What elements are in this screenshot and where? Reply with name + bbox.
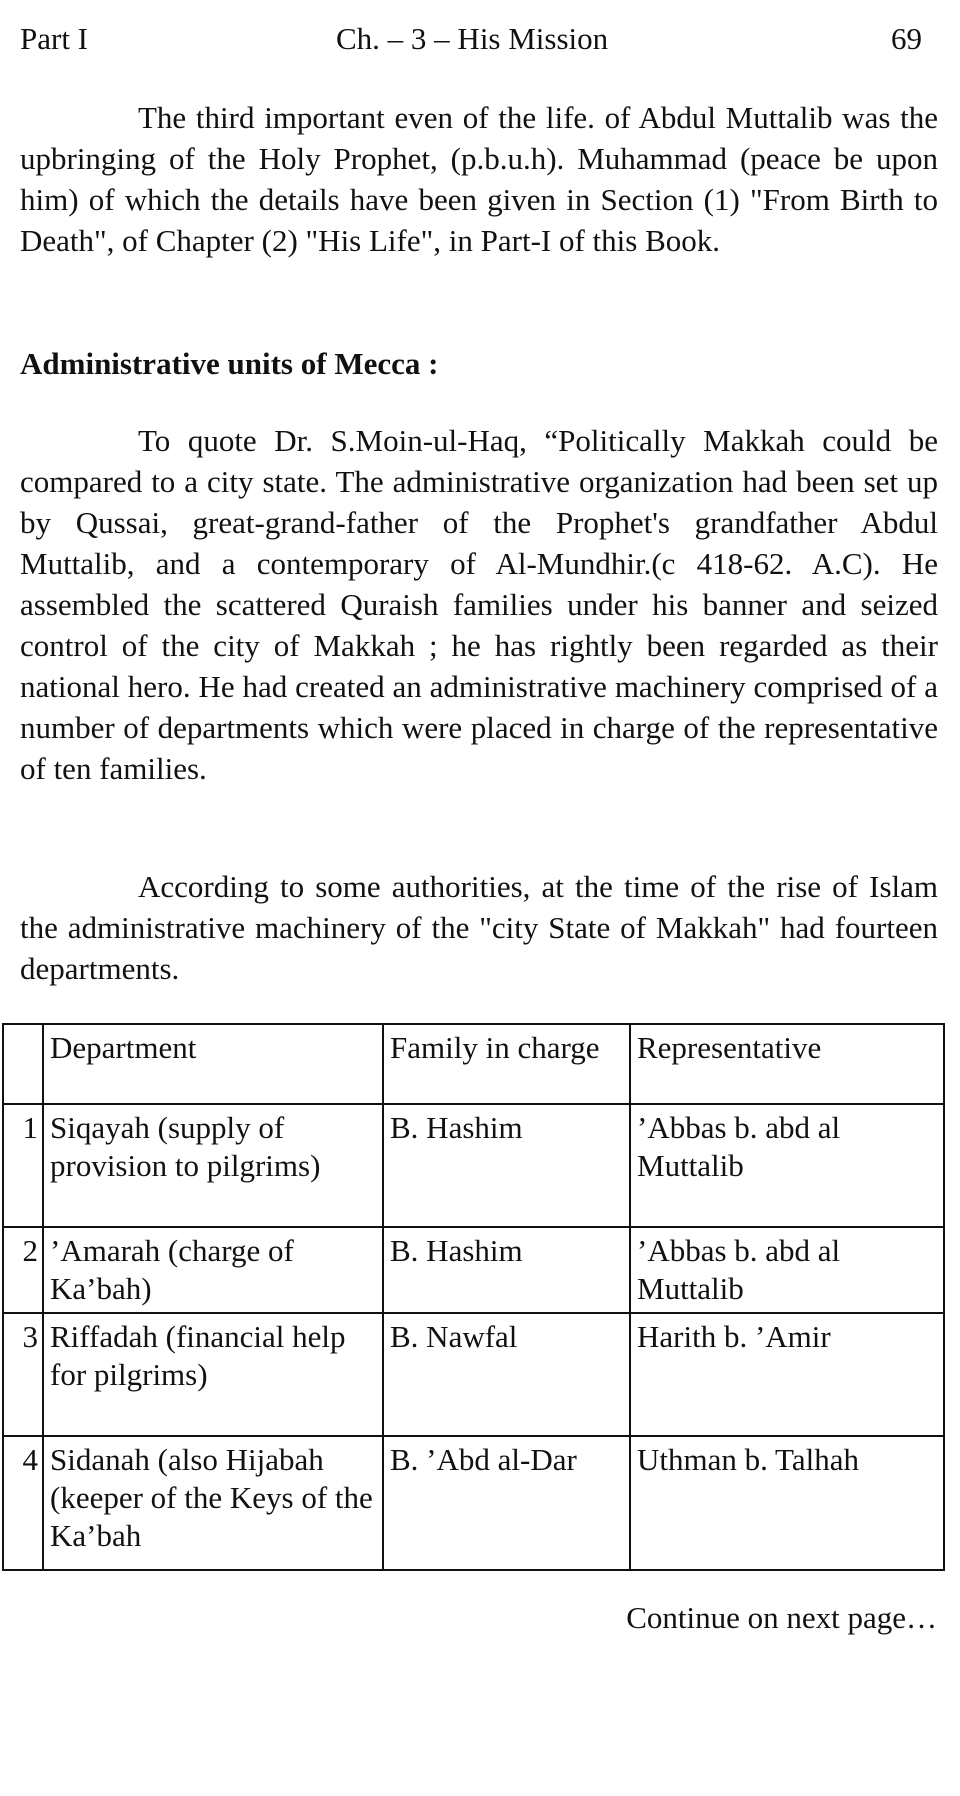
family-cell: B. Hashim (383, 1227, 630, 1313)
page-number: 69 (891, 21, 922, 56)
department-cell: Siqayah (supply of provision to pilgrims) (43, 1104, 383, 1227)
row-number: 3 (3, 1313, 43, 1436)
continue-note: Continue on next page… (626, 1600, 937, 1635)
row-number: 2 (3, 1227, 43, 1313)
department-cell: Riffadah (financial help for pilgrims) (43, 1313, 383, 1436)
family-cell: B. ’Abd al-Dar (383, 1436, 630, 1570)
running-head (20, 18, 922, 62)
representative-cell: ’Abbas b. abd al Muttalib (630, 1227, 944, 1313)
representative-cell: Harith b. ’Amir (630, 1313, 944, 1436)
table-row (3, 1313, 944, 1436)
representative-cell: ’Abbas b. abd al Muttalib (630, 1104, 944, 1227)
header-cell-representative: Representative (630, 1024, 944, 1104)
header-cell-number (3, 1024, 43, 1104)
table-row (3, 1104, 944, 1227)
part-label: Part I (20, 21, 89, 56)
table-row (3, 1227, 944, 1313)
departments-table (2, 1023, 945, 1571)
department-cell: Sidanah (also Hijabah (keeper of the Keys of the Ka’bah (43, 1436, 383, 1570)
paragraph-departments: According to some authorities, at the time of the rise of Islam the administrative machinery of the "city State of Makkah" had fourteen departments. (20, 869, 938, 986)
header-cell-family: Family in charge (383, 1024, 630, 1104)
paragraph-upbringing: The third important even of the life. of Abdul Muttalib was the upbringing of the Holy Prophet, (p.b.u.h). Muhammad (peace be upon him) of which the details have been given in Section (1) "From Birth to Death", of Chapter (2) "His Life", in Part-I of this Book. (20, 100, 938, 258)
section-heading: Administrative units of Mecca : (20, 346, 439, 381)
row-number: 1 (3, 1104, 43, 1227)
representative-cell: Uthman b. Talhah (630, 1436, 944, 1570)
chapter-title: Ch. – 3 – His Mission (336, 21, 609, 56)
department-cell: ’Amarah (charge of Ka’bah) (43, 1227, 383, 1313)
row-number: 4 (3, 1436, 43, 1570)
table-row (3, 1436, 944, 1570)
paragraph-quote: To quote Dr. S.Moin-ul-Haq, “Politically Makkah could be compared to a city state. The administrative organization had been set up by Qussai, great-grand-father of the Prophet's grandfather Abdul Muttalib, and a contemporary of Al-Mundhir.(c 418-62. A.C). He assembled the scattered Quraish families under his banner and seized control of the city of Makkah ; he has rightly been regarded as their national hero. He had created an administrative machinery comprised of a number of departments which were placed in charge of the representative of ten families. (20, 423, 938, 786)
header-cell-department: Department (43, 1024, 383, 1104)
family-cell: B. Nawfal (383, 1313, 630, 1436)
table-header-row (3, 1024, 944, 1104)
family-cell: B. Hashim (383, 1104, 630, 1227)
